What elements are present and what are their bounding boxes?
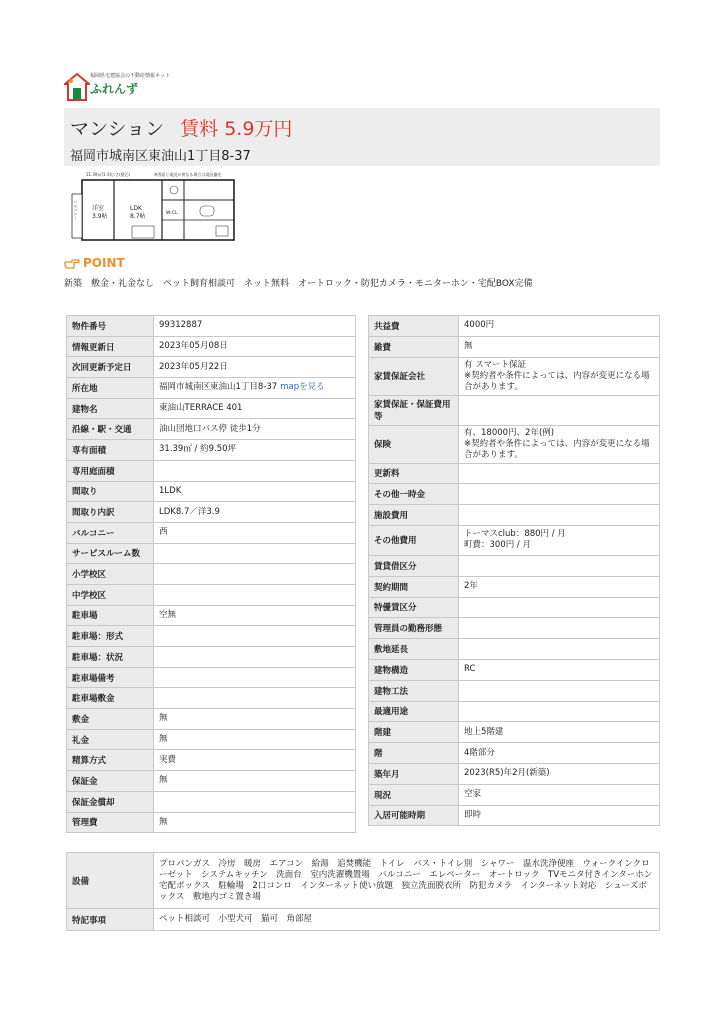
row-value	[154, 419, 356, 440]
table-row	[67, 750, 356, 771]
table-row	[67, 584, 356, 605]
row-label: 家賃保証会社	[369, 357, 459, 395]
row-label: 雑費	[369, 336, 459, 357]
table-row	[369, 618, 660, 639]
table-row	[67, 605, 356, 626]
row-label: その他一時金	[369, 484, 459, 505]
row-value	[154, 502, 356, 523]
row-value	[459, 425, 660, 463]
row-label: 間取り	[67, 481, 154, 502]
value-text: トーマスclub：880円 / 月	[464, 529, 566, 540]
row-value	[459, 463, 660, 484]
row-label: 築年月	[369, 763, 459, 784]
house-logo-icon	[64, 72, 90, 104]
row-label: 賃貸借区分	[369, 555, 459, 576]
row-label: 施設費用	[369, 505, 459, 526]
row-value	[154, 522, 356, 543]
value-text: 地上5階建	[464, 726, 504, 737]
value-text: 即時	[464, 809, 482, 820]
row-label: 敷金	[67, 709, 154, 730]
value-text: 2023年05月22日	[159, 361, 228, 372]
row-label: 駐車場敷金	[67, 688, 154, 709]
row-value	[154, 398, 356, 419]
row-value	[459, 805, 660, 826]
row-value	[459, 576, 660, 597]
table-row	[67, 812, 356, 833]
table-row	[369, 357, 660, 395]
floor-plan-image	[64, 170, 240, 246]
row-value	[154, 791, 356, 812]
row-value	[154, 440, 356, 461]
row-value	[154, 853, 660, 909]
row-label: 保証金償却	[67, 791, 154, 812]
value-text: LDK8.7／洋3.9	[159, 506, 220, 517]
value-text: 空無	[159, 609, 177, 620]
table-row	[67, 771, 356, 792]
row-value	[154, 481, 356, 502]
table-row	[369, 463, 660, 484]
floorplan-wc: W-CL	[166, 211, 178, 216]
right-detail-table	[368, 315, 660, 826]
row-value	[154, 336, 356, 357]
row-value	[154, 564, 356, 585]
row-value	[459, 659, 660, 680]
table-row	[369, 805, 660, 826]
value-text: 無	[159, 775, 168, 786]
value-text: 福岡市城南区東油山1丁目8-37	[159, 382, 278, 393]
row-label: 礼金	[67, 729, 154, 750]
row-value	[459, 316, 660, 337]
value-text: 実費	[159, 754, 177, 765]
value-text: 無	[159, 713, 168, 724]
table-row	[369, 597, 660, 618]
row-value	[459, 357, 660, 395]
table-row	[67, 626, 356, 647]
row-value	[154, 667, 356, 688]
value-text: 西	[159, 527, 168, 538]
row-label: 建物構造	[369, 659, 459, 680]
row-value	[154, 378, 356, 399]
row-label: 駐車場：形式	[67, 626, 154, 647]
row-label: 小学校区	[67, 564, 154, 585]
table-row	[369, 555, 660, 576]
property-type: マンション	[70, 118, 165, 140]
row-label: バルコニー	[67, 522, 154, 543]
row-value	[154, 626, 356, 647]
value-text: 31.39㎡ / 約9.50坪	[159, 444, 237, 455]
row-label: 更新料	[369, 463, 459, 484]
table-row	[369, 316, 660, 337]
row-value	[459, 395, 660, 425]
row-label: 管理員の勤務形態	[369, 618, 459, 639]
value-text: 1LDK	[159, 485, 182, 496]
table-row	[369, 525, 660, 555]
row-value	[154, 709, 356, 730]
row-value	[459, 336, 660, 357]
value-text: 2年	[464, 581, 478, 592]
table-row	[369, 336, 660, 357]
row-label: 家賃保証・保証費用等	[369, 395, 459, 425]
point-header	[64, 256, 125, 270]
row-value	[154, 729, 356, 750]
site-logo	[64, 70, 171, 104]
value-text: RC	[464, 664, 476, 675]
row-label: 情報更新日	[67, 336, 154, 357]
table-row	[369, 784, 660, 805]
row-label: 特記事項	[67, 909, 154, 931]
row-value	[154, 909, 660, 931]
table-row	[369, 425, 660, 463]
row-value	[459, 701, 660, 722]
table-row	[67, 316, 356, 337]
table-row	[67, 419, 356, 440]
table-row	[67, 853, 660, 909]
floorplan-room-2-name: LDK	[130, 205, 142, 212]
row-value	[459, 722, 660, 743]
table-row	[67, 909, 660, 931]
logo-tagline: 福岡県宅建協会の不動産情報ネット	[90, 73, 171, 79]
value-text: 2023年05月08日	[159, 341, 228, 352]
floorplan-room-1-size: 3.9帖	[92, 213, 108, 220]
table-row	[67, 336, 356, 357]
row-label: 精算方式	[67, 750, 154, 771]
value-note: 町費：300円 / 月	[464, 540, 531, 551]
row-label: 駐車場：状況	[67, 647, 154, 668]
row-value	[459, 743, 660, 764]
left-detail-table	[66, 315, 356, 833]
floorplan-note-area: 31.39㎡(1-3)広さ(壁芯)	[86, 172, 131, 177]
row-value	[154, 605, 356, 626]
row-label: 駐車場	[67, 605, 154, 626]
row-value	[459, 597, 660, 618]
row-value	[459, 639, 660, 660]
table-row	[67, 357, 356, 378]
row-label: 所在地	[67, 378, 154, 399]
row-label: 最適用途	[369, 701, 459, 722]
title-line	[70, 114, 292, 141]
row-label: 設備	[67, 853, 154, 909]
row-value	[459, 618, 660, 639]
row-value	[459, 763, 660, 784]
point-text: 新築 敷金・礼金なし ペット飼育相談可 ネット無料 オートロック・防犯カメラ・モニターホン・宅配BOX完備	[64, 279, 533, 289]
row-value	[459, 484, 660, 505]
row-value	[154, 750, 356, 771]
row-label: 専有面積	[67, 440, 154, 461]
value-text: 無	[464, 341, 473, 352]
value-text: 東油山TERRACE 401	[159, 403, 243, 414]
table-row	[67, 688, 356, 709]
map-link[interactable]: mapを見る	[280, 382, 325, 393]
table-row	[67, 378, 356, 399]
value-text: プロパンガス 冷房 暖房 エアコン 給湯 追焚機能 トイレ バス・トイレ別 シャワー 温水洗浄便座 ウォークインクローゼット システムキッチン 洗面台 室内洗濯機置場 バルコニー エレベーター オートロック TVモニタ付きインターホン 宅配ボックス 駐輪場 2口コンロ インターネット使い放題 独立洗面脱衣所 防犯カメラ インターネット対応 シューズボックス 敷地内ゴミ置き場	[159, 858, 661, 902]
table-row	[67, 647, 356, 668]
table-row	[67, 398, 356, 419]
row-label: 物件番号	[67, 316, 154, 337]
value-text: 無	[159, 734, 168, 745]
row-label: 中学校区	[67, 584, 154, 605]
value-text: 4階部分	[464, 747, 495, 758]
value-text: 油山団地口バス停 徒歩1分	[159, 423, 261, 434]
row-label: 特優賃区分	[369, 597, 459, 618]
value-text: 無	[159, 816, 168, 827]
value-text: 有、18000円、2年(例)	[464, 427, 555, 438]
table-row	[369, 659, 660, 680]
table-row	[67, 543, 356, 564]
property-address: 福岡市城南区東油山1丁目8-37	[70, 149, 251, 164]
row-label: 保証金	[67, 771, 154, 792]
pointing-hand-icon	[64, 257, 80, 269]
row-label: サービスルーム数	[67, 543, 154, 564]
row-label: 契約期間	[369, 576, 459, 597]
table-row	[369, 701, 660, 722]
floorplan-balcony: バルコニー	[73, 200, 79, 220]
value-note: ※契約者や条件によっては、内容が変更になる場合があります。	[464, 438, 650, 460]
row-value	[154, 543, 356, 564]
table-row	[67, 522, 356, 543]
row-label: 間取り内訳	[67, 502, 154, 523]
value-note: ※契約者や条件によっては、内容が変更になる場合があります。	[464, 370, 650, 392]
floorplan-room-1-name: 洋室	[92, 205, 105, 212]
table-row	[369, 576, 660, 597]
table-row	[369, 680, 660, 701]
table-row	[67, 729, 356, 750]
value-text: ペット相談可 小型犬可 猫可 角部屋	[159, 914, 313, 924]
row-value	[154, 812, 356, 833]
table-row	[369, 395, 660, 425]
row-value	[459, 505, 660, 526]
row-label: 敷地延長	[369, 639, 459, 660]
table-row	[67, 440, 356, 461]
row-value	[154, 460, 356, 481]
table-row	[67, 481, 356, 502]
row-label: 専用庭面積	[67, 460, 154, 481]
table-row	[369, 743, 660, 764]
table-row	[67, 667, 356, 688]
row-label: 建物名	[67, 398, 154, 419]
row-value	[459, 784, 660, 805]
row-label: 現況	[369, 784, 459, 805]
row-value	[154, 647, 356, 668]
floorplan-note-disclaimer: ※図面と現況が異なる場合は現況優先	[154, 172, 222, 177]
row-label: 次回更新予定日	[67, 357, 154, 378]
table-row	[67, 460, 356, 481]
row-label: 共益費	[369, 316, 459, 337]
row-label: 管理費	[67, 812, 154, 833]
row-label: 階	[369, 743, 459, 764]
value-text: 有 スマート保証	[464, 359, 527, 370]
title-box	[64, 108, 660, 166]
row-label: 入居可能時期	[369, 805, 459, 826]
table-row	[369, 763, 660, 784]
value-text: 空家	[464, 789, 482, 800]
row-label: その他費用	[369, 525, 459, 555]
row-label: 沿線・駅・交通	[67, 419, 154, 440]
table-row	[369, 505, 660, 526]
row-value	[154, 357, 356, 378]
row-value	[459, 680, 660, 701]
point-label: POINT	[83, 256, 125, 270]
row-label: 駐車場備考	[67, 667, 154, 688]
row-value	[459, 555, 660, 576]
table-row	[369, 484, 660, 505]
table-row	[67, 502, 356, 523]
rent-price: 賃料 5.9万円	[180, 118, 293, 140]
value-text: 4000円	[464, 320, 495, 331]
row-label: 保険	[369, 425, 459, 463]
row-label: 階建	[369, 722, 459, 743]
row-value	[154, 771, 356, 792]
value-text: 2023(R5)年2月(新築)	[464, 768, 550, 779]
table-row	[67, 791, 356, 812]
row-label: 建物工法	[369, 680, 459, 701]
table-row	[369, 722, 660, 743]
row-value	[154, 688, 356, 709]
bottom-detail-table	[66, 852, 660, 931]
logo-name: ふれんず	[90, 82, 139, 96]
row-value	[459, 525, 660, 555]
table-row	[369, 639, 660, 660]
row-value	[154, 584, 356, 605]
floorplan-room-2-size: 8.7帖	[130, 213, 146, 220]
table-row	[67, 564, 356, 585]
row-value	[154, 316, 356, 337]
value-text: 99312887	[159, 320, 203, 331]
table-row	[67, 709, 356, 730]
